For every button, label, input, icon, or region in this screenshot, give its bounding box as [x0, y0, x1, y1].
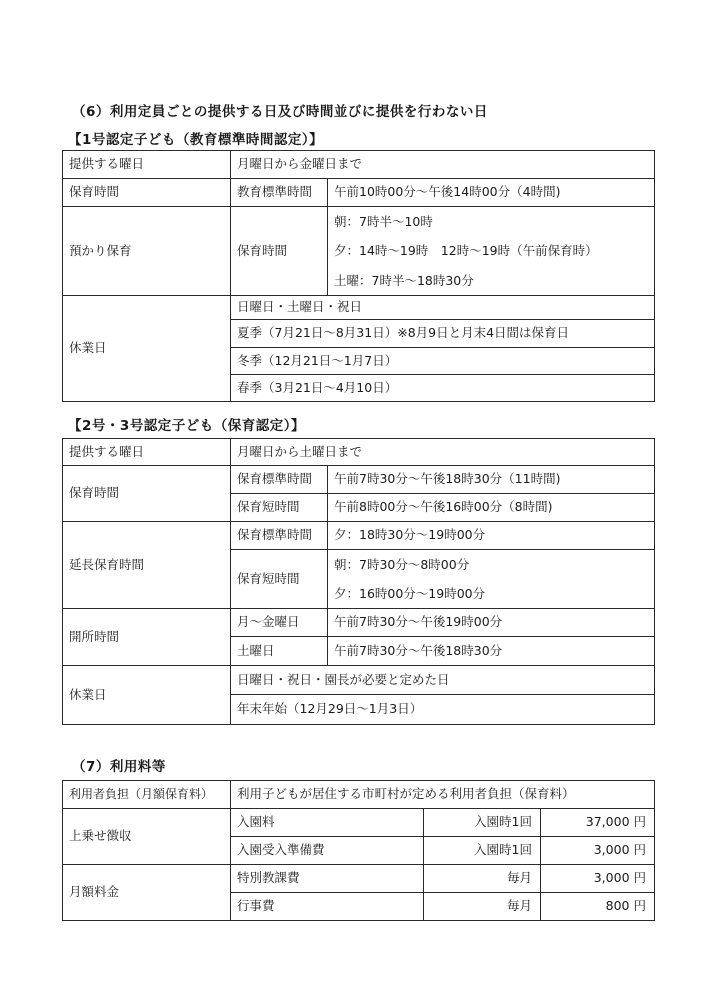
line: 夕：16時00分～19時00分 — [334, 586, 486, 601]
line: 朝：7時30分～8時00分 — [334, 557, 470, 572]
table-row — [63, 666, 655, 695]
row-value: 年末年始（12月29日～1月3日） — [231, 695, 655, 725]
row-label: 休業日 — [63, 296, 231, 402]
row-value-lines — [328, 550, 655, 609]
row-value: 午前7時30分～午後18時30分（11時間) — [328, 466, 655, 494]
table-row — [63, 179, 655, 207]
row-value: 日曜日・祝日・園長が必要と定めた日 — [231, 666, 655, 695]
table-row — [63, 466, 655, 494]
fee-timing: 入園時1回 — [424, 837, 541, 865]
table-row — [63, 522, 655, 550]
table-row — [63, 207, 655, 296]
row-label: 提供する曜日 — [63, 439, 231, 466]
row-value: 月曜日から金曜日まで — [231, 151, 655, 179]
table-row — [63, 809, 655, 837]
row-sublabel: 教育標準時間 — [231, 179, 328, 207]
group-label: 上乗せ徴収 — [63, 809, 231, 865]
row-label: 開所時間 — [63, 609, 231, 666]
fee-timing: 毎月 — [424, 865, 541, 893]
section-6-title: （6）利用定員ごとの提供する日及び時間並びに提供を行わない日 — [72, 104, 488, 120]
row-value: 日曜日・土曜日・祝日 — [231, 296, 655, 320]
section-7-title: （7）利用料等 — [72, 759, 166, 775]
table-row — [63, 296, 655, 320]
fee-item: 行事費 — [231, 893, 424, 921]
fee-item: 入園料 — [231, 809, 424, 837]
fee-amount: 800 円 — [541, 893, 655, 921]
group-label: 月額料金 — [63, 865, 231, 921]
fee-head-value: 利用子どもが居住する市町村が定める利用者負担（保育料） — [231, 781, 655, 809]
row-sublabel: 保育標準時間 — [231, 522, 328, 550]
line: 夕：14時～19時 12時～19時（午前保育時） — [334, 243, 598, 258]
table-row — [63, 781, 655, 809]
row-label: 延長保育時間 — [63, 522, 231, 609]
table-row — [63, 439, 655, 466]
row-sublabel: 保育標準時間 — [231, 466, 328, 494]
row-sublabel: 月～金曜日 — [231, 609, 328, 637]
row-sublabel: 保育短時間 — [231, 550, 328, 609]
table-row — [63, 609, 655, 637]
row-value: 冬季（12月21日～1月7日） — [231, 348, 655, 375]
row-value: 午前8時00分～午後16時00分（8時間) — [328, 494, 655, 522]
row-value: 午前7時30分～午後19時00分 — [328, 609, 655, 637]
fee-amount: 3,000 円 — [541, 837, 655, 865]
table-type2 — [62, 438, 655, 725]
row-label: 保育時間 — [63, 179, 231, 207]
row-value-lines — [328, 207, 655, 296]
row-value: 夕：18時30分～19時00分 — [328, 522, 655, 550]
row-value: 春季（3月21日～4月10日） — [231, 375, 655, 402]
fee-head-label: 利用者負担（月額保育料） — [63, 781, 231, 809]
row-label: 休業日 — [63, 666, 231, 725]
table2-title: 【2号・3号認定子ども（保育認定）】 — [68, 418, 306, 434]
table1-title: 【1号認定子ども（教育標準時間認定）】 — [68, 132, 324, 148]
row-value: 午前7時30分～午後18時30分 — [328, 637, 655, 666]
table-row — [63, 865, 655, 893]
fee-amount: 37,000 円 — [541, 809, 655, 837]
row-value: 午前10時00分～午後14時00分（4時間) — [328, 179, 655, 207]
row-sublabel: 保育短時間 — [231, 494, 328, 522]
row-sublabel: 保育時間 — [231, 207, 328, 296]
fee-amount: 3,000 円 — [541, 865, 655, 893]
line: 土曜：7時半～18時30分 — [334, 273, 474, 288]
fee-timing: 入園時1回 — [424, 809, 541, 837]
row-sublabel: 土曜日 — [231, 637, 328, 666]
row-value: 夏季（7月21日～8月31日）※8月9日と月末4日間は保育日 — [231, 320, 655, 348]
fee-item: 特別教課費 — [231, 865, 424, 893]
row-label: 提供する曜日 — [63, 151, 231, 179]
table-type1 — [62, 150, 655, 402]
row-value: 月曜日から土曜日まで — [231, 439, 655, 466]
table-row — [63, 151, 655, 179]
fee-table — [62, 780, 655, 921]
fee-item: 入園受入準備費 — [231, 837, 424, 865]
row-label: 保育時間 — [63, 466, 231, 522]
row-label: 預かり保育 — [63, 207, 231, 296]
fee-timing: 毎月 — [424, 893, 541, 921]
line: 朝：7時半～10時 — [334, 214, 433, 229]
